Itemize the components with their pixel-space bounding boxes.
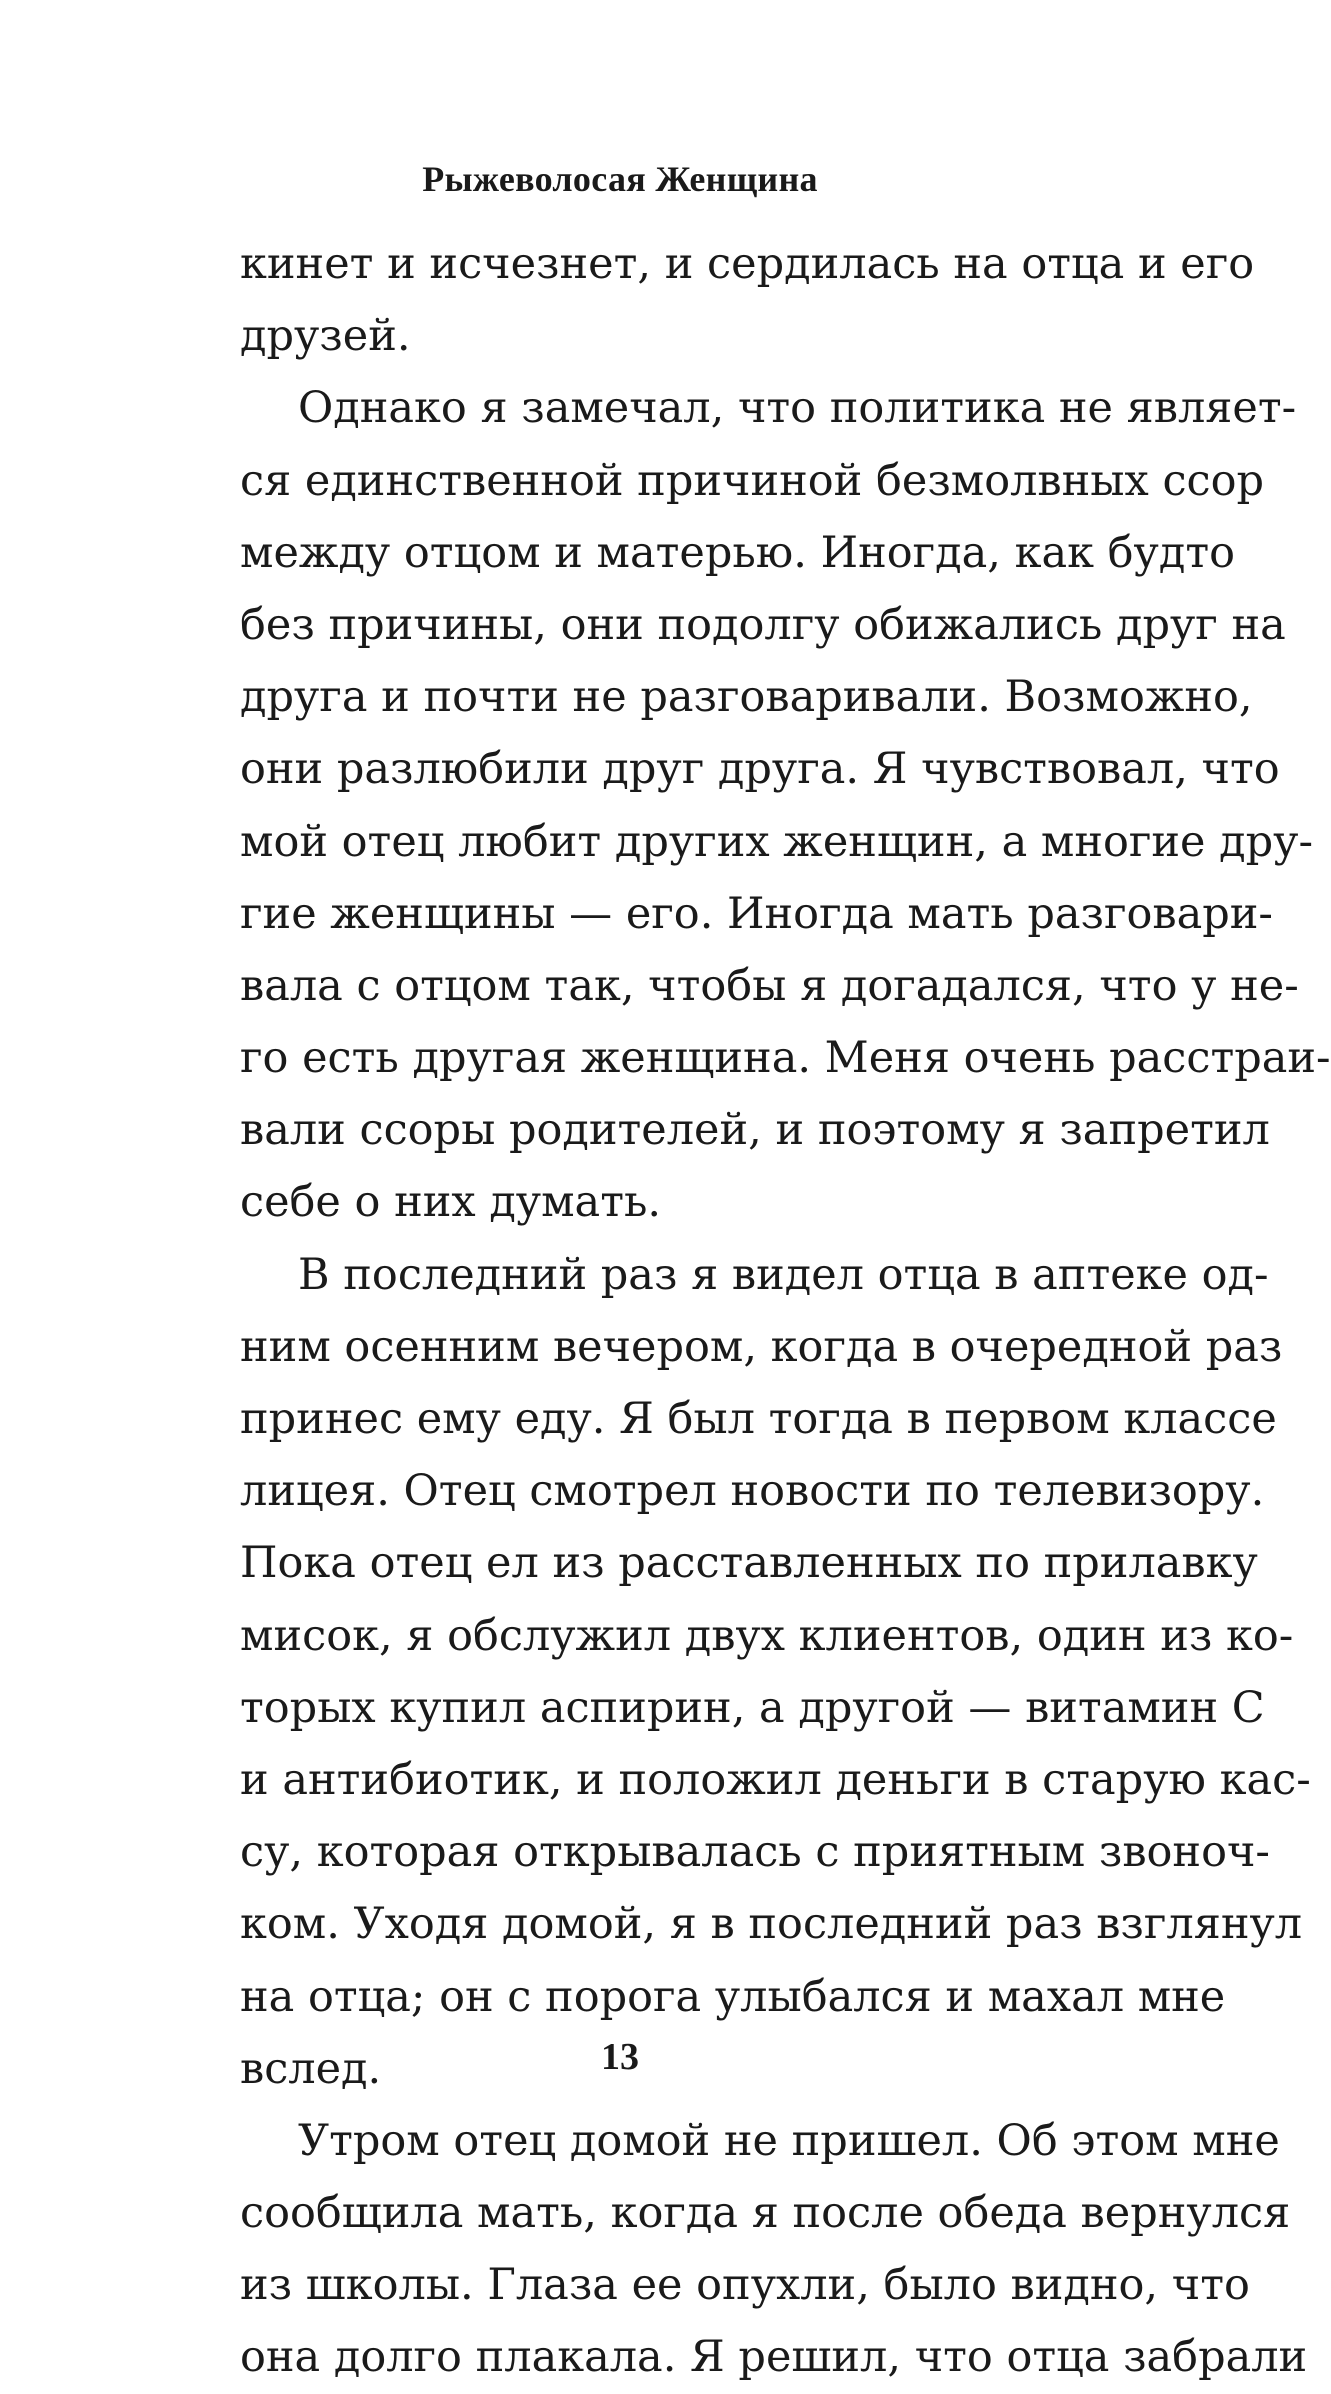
text-line: из школы. Глаза ее опухли, было видно, что (240, 2260, 1250, 2311)
text-line: между отцом и матерью. Иногда, как будто (240, 527, 1236, 578)
text-line: мисок, я обслужил двух клиентов, один из ко- (240, 1610, 1294, 1661)
text-line: принес ему еду. Я был тогда в первом классе (240, 1394, 1277, 1444)
text-line: и антибиотик, и положил деньги в старую кас- (240, 1754, 1311, 1805)
text-line: лицея. Отец смотрел новости по телевизору. (240, 1466, 1265, 1517)
text-line: вала с отцом так, чтобы я догадался, что у не- (240, 960, 1299, 1011)
text-line: они разлюбили друг друга. Я чувствовал, что (240, 744, 1280, 795)
text-line: су, которая открывалась с приятным звоноч- (240, 1827, 1270, 1878)
text-line: кинет и исчезнет, и сердилась на отца и его (240, 239, 1255, 289)
text-line: ним осенним вечером, когда в очередной раз (240, 1321, 1283, 1372)
text-line: ком. Уходя домой, я в последний раз взглянул (240, 1899, 1303, 1950)
paragraph-first-line: Однако я замечал, что политика не являет- (298, 383, 1297, 434)
text-line: Пока отец ел из расставленных по прилавку (240, 1538, 1258, 1589)
text-line: торых купил аспирин, а другой — витамин С (240, 1682, 1265, 1733)
running-head-title: Рыжеволосая Женщина (422, 159, 818, 199)
text-line: друзей. (240, 311, 411, 362)
text-line: вали ссоры родителей, и поэтому я запретил (240, 1105, 1270, 1156)
text-line: мой отец любит других женщин, а многие дру- (240, 816, 1314, 867)
text-line: сообщила мать, когда я после обеда вернулся (240, 2188, 1291, 2239)
text-line: себе о них думать. (240, 1177, 662, 1228)
text-line: она долго плакала. Я решил, что отца забрали (240, 2332, 1308, 2383)
text-line: на отца; он с порога улыбался и махал мне (240, 1971, 1226, 2022)
text-line: ся единственной причиной безмолвных ссор (240, 455, 1265, 506)
page-number: 13 (601, 2036, 639, 2078)
text-line: вслед. (240, 2043, 382, 2094)
paragraph-first-line: Утром отец домой не пришел. Об этом мне (298, 2115, 1280, 2166)
text-line: гие женщины — его. Иногда мать разговари- (240, 888, 1273, 939)
text-line: друга и почти не разговаривали. Возможно, (240, 672, 1253, 723)
text-line: без причины, они подолгу обижались друг на (240, 599, 1286, 650)
text-line: го есть другая женщина. Меня очень расстраи- (240, 1033, 1331, 1084)
paragraph-first-line: В последний раз я видел отца в аптеке од- (298, 1249, 1269, 1300)
